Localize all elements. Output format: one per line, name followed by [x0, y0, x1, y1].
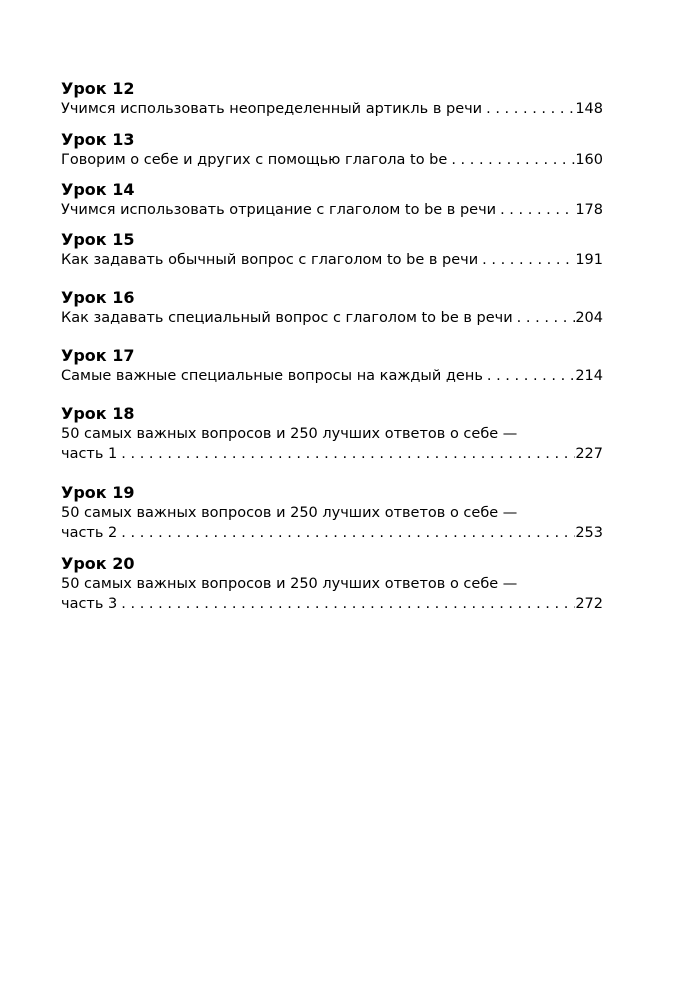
page-number: 227: [575, 446, 603, 462]
toc-line: [61, 250, 603, 270]
dot-leader: [447, 150, 575, 170]
dot-leader: [483, 366, 575, 386]
lesson-title: Урок 12: [61, 79, 135, 98]
lesson-title: Урок 18: [61, 404, 135, 423]
toc-entry-lesson-16: [61, 288, 603, 328]
toc-line: [61, 594, 603, 614]
toc-line: [61, 200, 603, 220]
toc-line: [61, 308, 603, 328]
page-number: 204: [575, 310, 603, 326]
lesson-title: Урок 19: [61, 483, 135, 502]
dot-leader: [482, 99, 575, 119]
dot-leader: [478, 250, 575, 270]
lesson-description: Учимся использовать отрицание с глаголом to be в речи: [61, 202, 497, 218]
page-number: 253: [575, 525, 603, 541]
page-number: 148: [575, 101, 603, 117]
lesson-description: Как задавать специальный вопрос с глаголом to be в речи: [61, 310, 513, 326]
lesson-title: Урок 20: [61, 554, 135, 573]
lesson-description: Как задавать обычный вопрос с глаголом to be в речи: [61, 252, 479, 268]
toc-line: [61, 366, 603, 386]
toc-entry-lesson-17: [61, 346, 603, 386]
dot-leader: [117, 523, 575, 543]
lesson-description: Учимся использовать неопределенный артикль в речи: [61, 101, 483, 117]
toc-entry-lesson-14: [61, 180, 603, 220]
dot-leader: [496, 200, 575, 220]
table-of-contents: [61, 79, 603, 614]
lesson-title: Урок 14: [61, 180, 135, 199]
toc-line: [61, 523, 603, 543]
lesson-description: часть 3: [61, 596, 118, 612]
lesson-title: Урок 13: [61, 130, 135, 149]
page-number: 191: [575, 252, 603, 268]
toc-line: [61, 444, 603, 464]
page-number: 178: [575, 202, 603, 218]
toc-entry-lesson-13: [61, 130, 603, 170]
dot-leader: [117, 594, 575, 614]
page-number: 160: [575, 152, 603, 168]
dot-leader: [513, 308, 576, 328]
toc-entry-lesson-15: [61, 230, 603, 270]
toc-entry-lesson-19: [61, 483, 603, 543]
page-number: 272: [575, 596, 603, 612]
lesson-description-line: 50 самых важных вопросов и 250 лучших ответов о себе —: [61, 576, 518, 592]
toc-entry-lesson-12: [61, 79, 603, 119]
toc-line: [61, 150, 603, 170]
lesson-description: часть 1: [61, 446, 118, 462]
lesson-title: Урок 17: [61, 346, 135, 365]
lesson-description-line: 50 самых важных вопросов и 250 лучших ответов о себе —: [61, 426, 518, 442]
toc-entry-lesson-18: [61, 404, 603, 464]
lesson-title: Урок 15: [61, 230, 135, 249]
toc-entry-lesson-20: [61, 554, 603, 614]
toc-line: [61, 99, 603, 119]
lesson-description-line: 50 самых важных вопросов и 250 лучших ответов о себе —: [61, 505, 518, 521]
lesson-description: Говорим о себе и других с помощью глагола to be: [61, 152, 448, 168]
page-number: 214: [575, 368, 603, 384]
lesson-description: часть 2: [61, 525, 118, 541]
lesson-description: Самые важные специальные вопросы на каждый день: [61, 368, 483, 384]
dot-leader: [117, 444, 575, 464]
lesson-title: Урок 16: [61, 288, 135, 307]
